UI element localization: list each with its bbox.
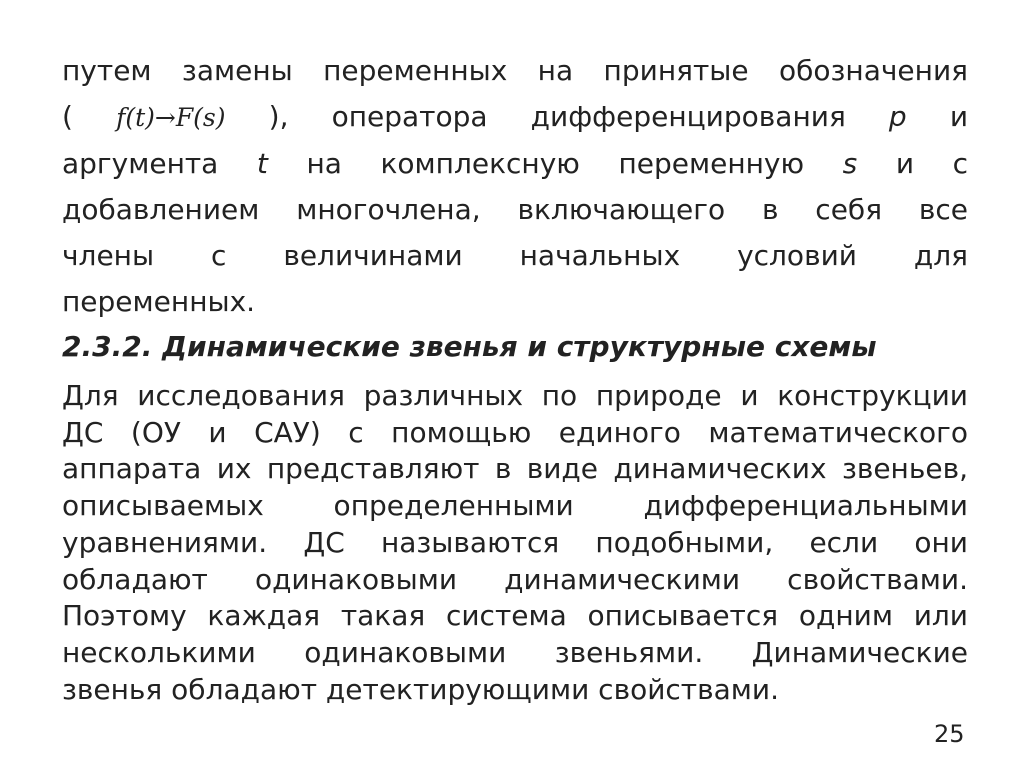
text-line: аппарата их представляют в виде динамических звеньев,	[62, 452, 968, 486]
body-paragraph	[62, 378, 968, 708]
text-line: члены с величинами начальных условий для	[62, 239, 968, 272]
text-line: переменных.	[62, 285, 256, 318]
text-line: ДС (ОУ и САУ) с помощью единого математического	[62, 415, 968, 449]
text-line: Для исследования различных по природе и конструкции	[62, 379, 968, 412]
text-line: Поэтому каждая такая система описывается одним или	[62, 599, 968, 633]
text-line: звенья обладают детектирующими свойствами.	[62, 672, 779, 706]
text-line: аргумента t на комплексную переменную s и с	[62, 147, 968, 180]
transform-formula: f(t)→F(s)	[116, 103, 226, 132]
text-line: ( f(t)→F(s) ), оператора дифференцирования p и	[62, 100, 969, 133]
intro-paragraph	[62, 48, 968, 325]
variable-s: s	[842, 147, 858, 180]
text-line: описываемых определенными дифференциальными	[62, 489, 968, 523]
text-line: добавлением многочлена, включающего в себя все	[62, 193, 968, 226]
text-line: несколькими одинаковыми звеньями. Динамические	[62, 635, 968, 669]
text-line: уравнениями. ДС называются подобными, если они	[62, 525, 968, 559]
text-line: обладают одинаковыми динамическими свойствами.	[62, 562, 968, 596]
operator-p: p	[888, 100, 907, 133]
section-heading: 2.3.2. Динамические звенья и структурные схемы	[62, 330, 877, 363]
page-number: 25	[934, 720, 965, 748]
text-line: путем замены переменных на принятые обозначения	[62, 54, 968, 87]
argument-t: t	[256, 147, 268, 180]
